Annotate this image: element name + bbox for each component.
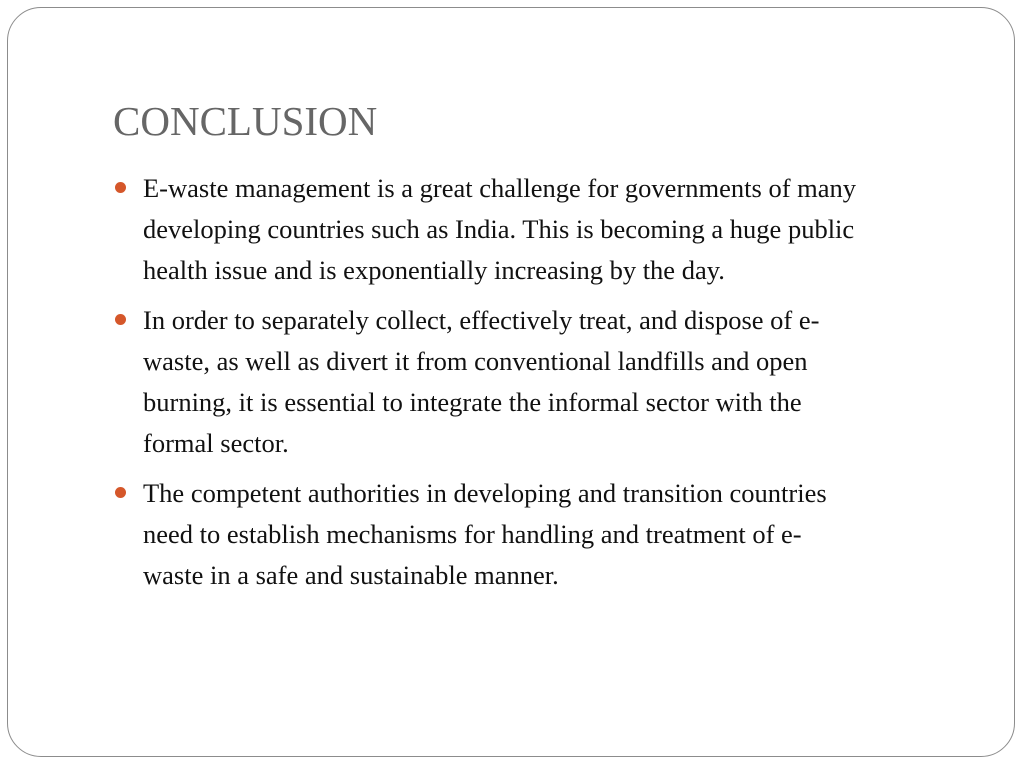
- bullet-item: [115, 168, 975, 291]
- bullet-line: need to establish mechanisms for handling and treatment of e-: [143, 519, 802, 549]
- bullet-line: waste, as well as divert it from conventional landfills and open: [143, 346, 808, 376]
- bullet-line: formal sector.: [143, 428, 289, 458]
- bullet-dot-icon: [115, 314, 126, 325]
- bullet-line: developing countries such as India. This is becoming a huge public: [143, 214, 855, 244]
- bullet-dot-icon: [115, 487, 126, 498]
- bullet-list: [115, 168, 975, 605]
- bullet-line: health issue and is exponentially increasing by the day.: [143, 255, 725, 285]
- bullet-item: [115, 300, 975, 464]
- bullet-item: [115, 473, 975, 596]
- bullet-line: E-waste management is a great challenge for governments of many: [143, 173, 857, 203]
- bullet-line: In order to separately collect, effectively treat, and dispose of e-: [143, 305, 820, 335]
- slide-title: CONCLUSION: [113, 98, 378, 144]
- bullet-dot-icon: [115, 182, 126, 193]
- bullet-line: The competent authorities in developing and transition countries: [143, 478, 827, 508]
- bullet-line: waste in a safe and sustainable manner.: [143, 560, 559, 590]
- bullet-line: burning, it is essential to integrate the informal sector with the: [143, 387, 802, 417]
